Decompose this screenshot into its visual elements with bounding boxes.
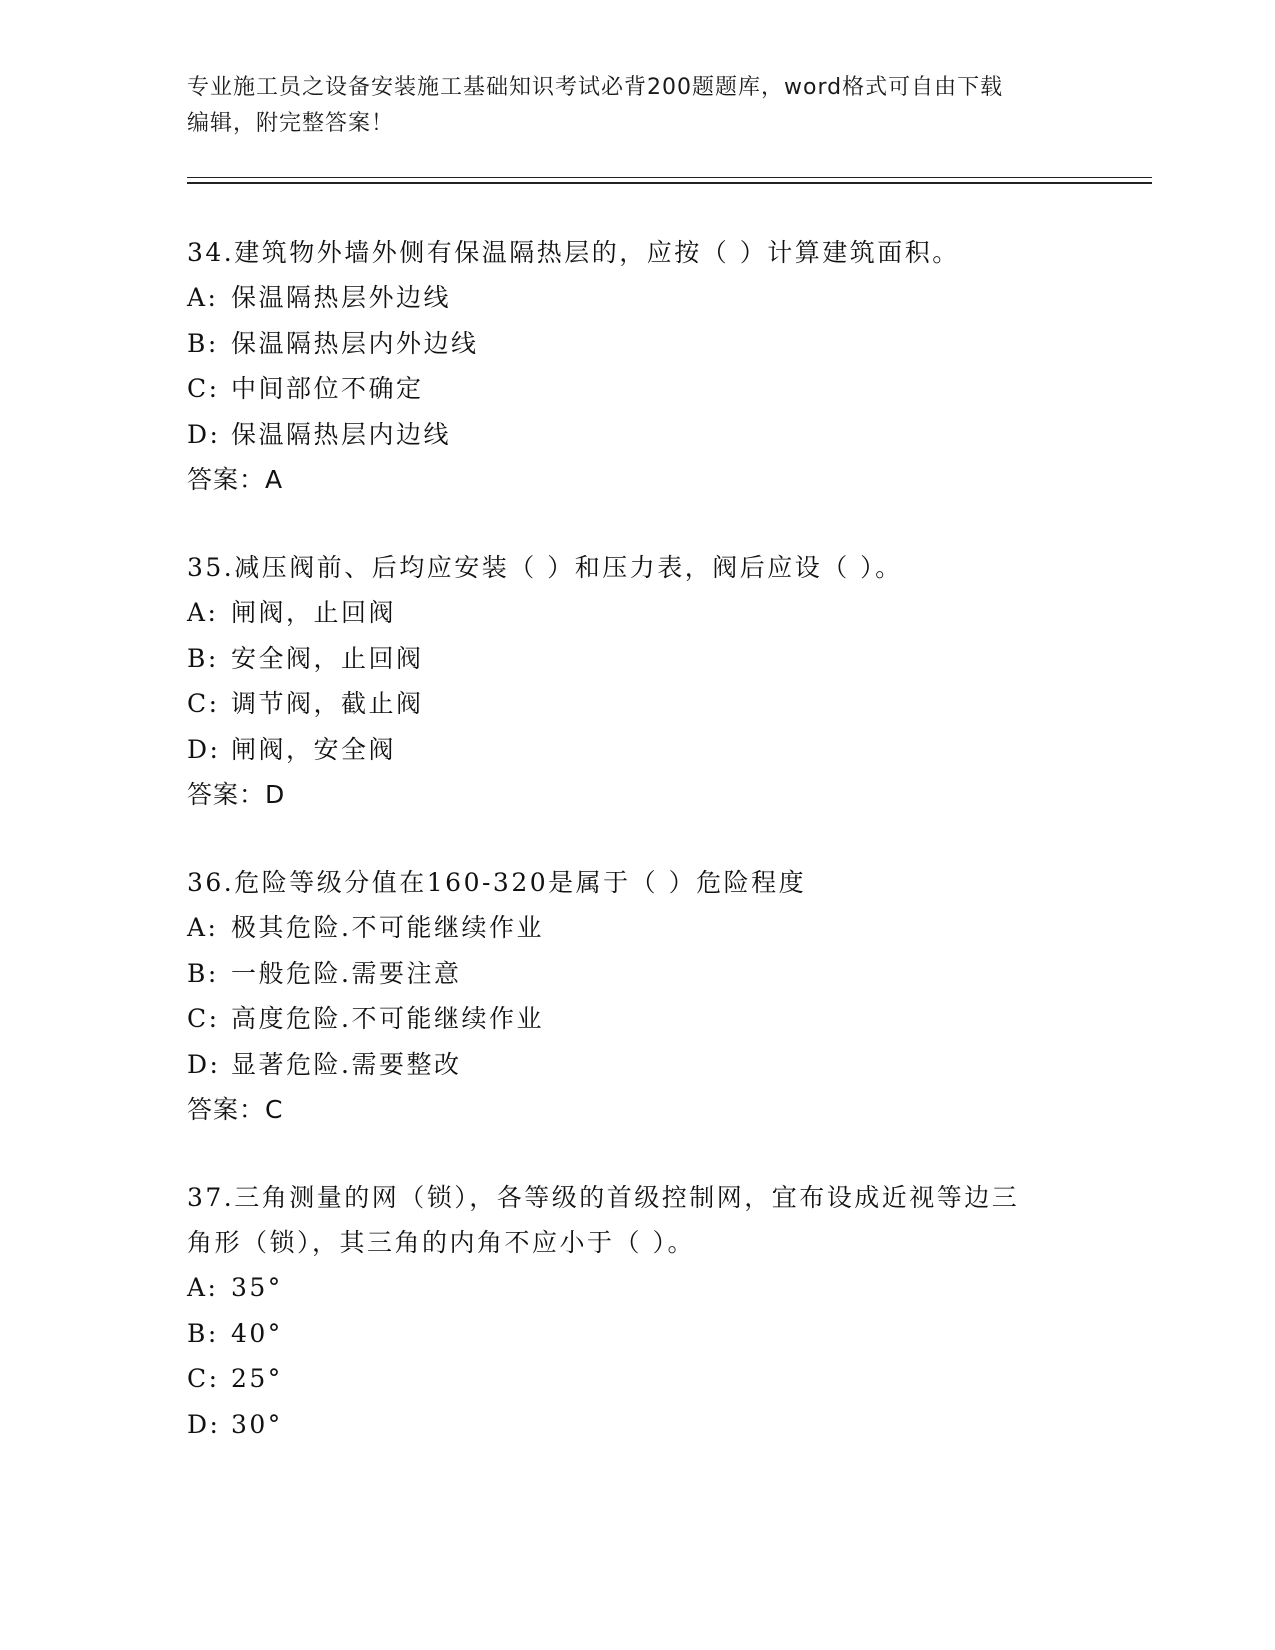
option-c	[187, 366, 1087, 412]
header-divider-top	[187, 177, 1152, 178]
option-text: 调节阀，截止阀	[231, 689, 424, 718]
option-key: D:	[187, 419, 221, 449]
option-text: 保温隔热层内外边线	[231, 328, 479, 358]
answer-line: 答案：A	[187, 465, 284, 494]
option-key: A:	[187, 913, 219, 942]
option-key: A:	[187, 1273, 219, 1302]
option-key: D:	[187, 1409, 221, 1439]
option-key: B:	[187, 328, 219, 358]
option-b	[187, 1311, 1087, 1357]
option-key: C:	[187, 1364, 220, 1393]
question-stem: 34.建筑物外墙外侧有保温隔热层的，应按（ ）计算建筑面积。	[187, 238, 960, 267]
option-text: 保温隔热层内边线	[231, 419, 452, 449]
option-key: B:	[187, 643, 219, 673]
option-a	[187, 590, 1087, 636]
option-text: 安全阀，止回阀	[231, 643, 424, 673]
answer-line: 答案：C	[187, 1095, 284, 1124]
option-a	[187, 275, 1087, 321]
option-text: 40°	[231, 1318, 283, 1348]
question-35	[187, 545, 1087, 817]
option-d	[187, 1042, 1087, 1088]
option-a	[187, 905, 1087, 951]
option-d	[187, 412, 1087, 458]
option-text: 高度危险.不可能继续作业	[231, 1004, 544, 1033]
option-text: 保温隔热层外边线	[231, 283, 452, 312]
option-d	[187, 727, 1087, 773]
option-text: 闸阀，止回阀	[231, 598, 397, 627]
option-text: 30°	[231, 1409, 283, 1439]
option-key: A:	[187, 598, 219, 627]
option-key: B:	[187, 1318, 219, 1348]
option-c	[187, 1356, 1087, 1402]
option-key: C:	[187, 689, 220, 718]
option-a	[187, 1265, 1087, 1311]
option-key: C:	[187, 1004, 220, 1033]
header-divider-bottom	[187, 182, 1152, 184]
question-stem-line-1: 37.三角测量的网（锁），各等级的首级控制网，宜布设成近视等边三	[187, 1183, 1020, 1212]
option-key: B:	[187, 958, 219, 988]
question-stem: 35.减压阀前、后均应安装（ ）和压力表，阀后应设（ ）。	[187, 553, 903, 582]
option-key: D:	[187, 1049, 221, 1079]
option-text: 25°	[231, 1364, 283, 1393]
header-line-2: 编辑，附完整答案！	[187, 111, 395, 136]
question-list	[187, 230, 1087, 1490]
option-b	[187, 636, 1087, 682]
question-34	[187, 230, 1087, 502]
question-stem: 36.危险等级分值在160-320是属于（ ）危险程度	[187, 868, 807, 897]
header-line-1: 专业施工员之设备安装施工基础知识考试必背200题题库，word格式可自由下载	[187, 75, 1004, 100]
option-text: 闸阀，安全阀	[231, 734, 397, 764]
option-key: D:	[187, 734, 221, 764]
option-text: 35°	[231, 1273, 283, 1302]
option-b	[187, 321, 1087, 367]
question-36	[187, 860, 1087, 1132]
option-text: 极其危险.不可能继续作业	[231, 913, 544, 942]
option-d	[187, 1402, 1087, 1448]
option-text: 中间部位不确定	[231, 374, 424, 403]
option-text: 显著危险.需要整改	[231, 1049, 462, 1079]
question-37	[187, 1175, 1087, 1447]
answer-line: 答案：D	[187, 780, 286, 809]
option-key: A:	[187, 283, 219, 312]
option-c	[187, 681, 1087, 727]
document-header	[187, 70, 1067, 142]
option-b	[187, 951, 1087, 997]
question-stem-line-2: 角形（锁），其三角的内角不应小于（ ）。	[187, 1228, 695, 1257]
option-c	[187, 996, 1087, 1042]
option-text: 一般危险.需要注意	[231, 958, 462, 988]
option-key: C:	[187, 374, 220, 403]
